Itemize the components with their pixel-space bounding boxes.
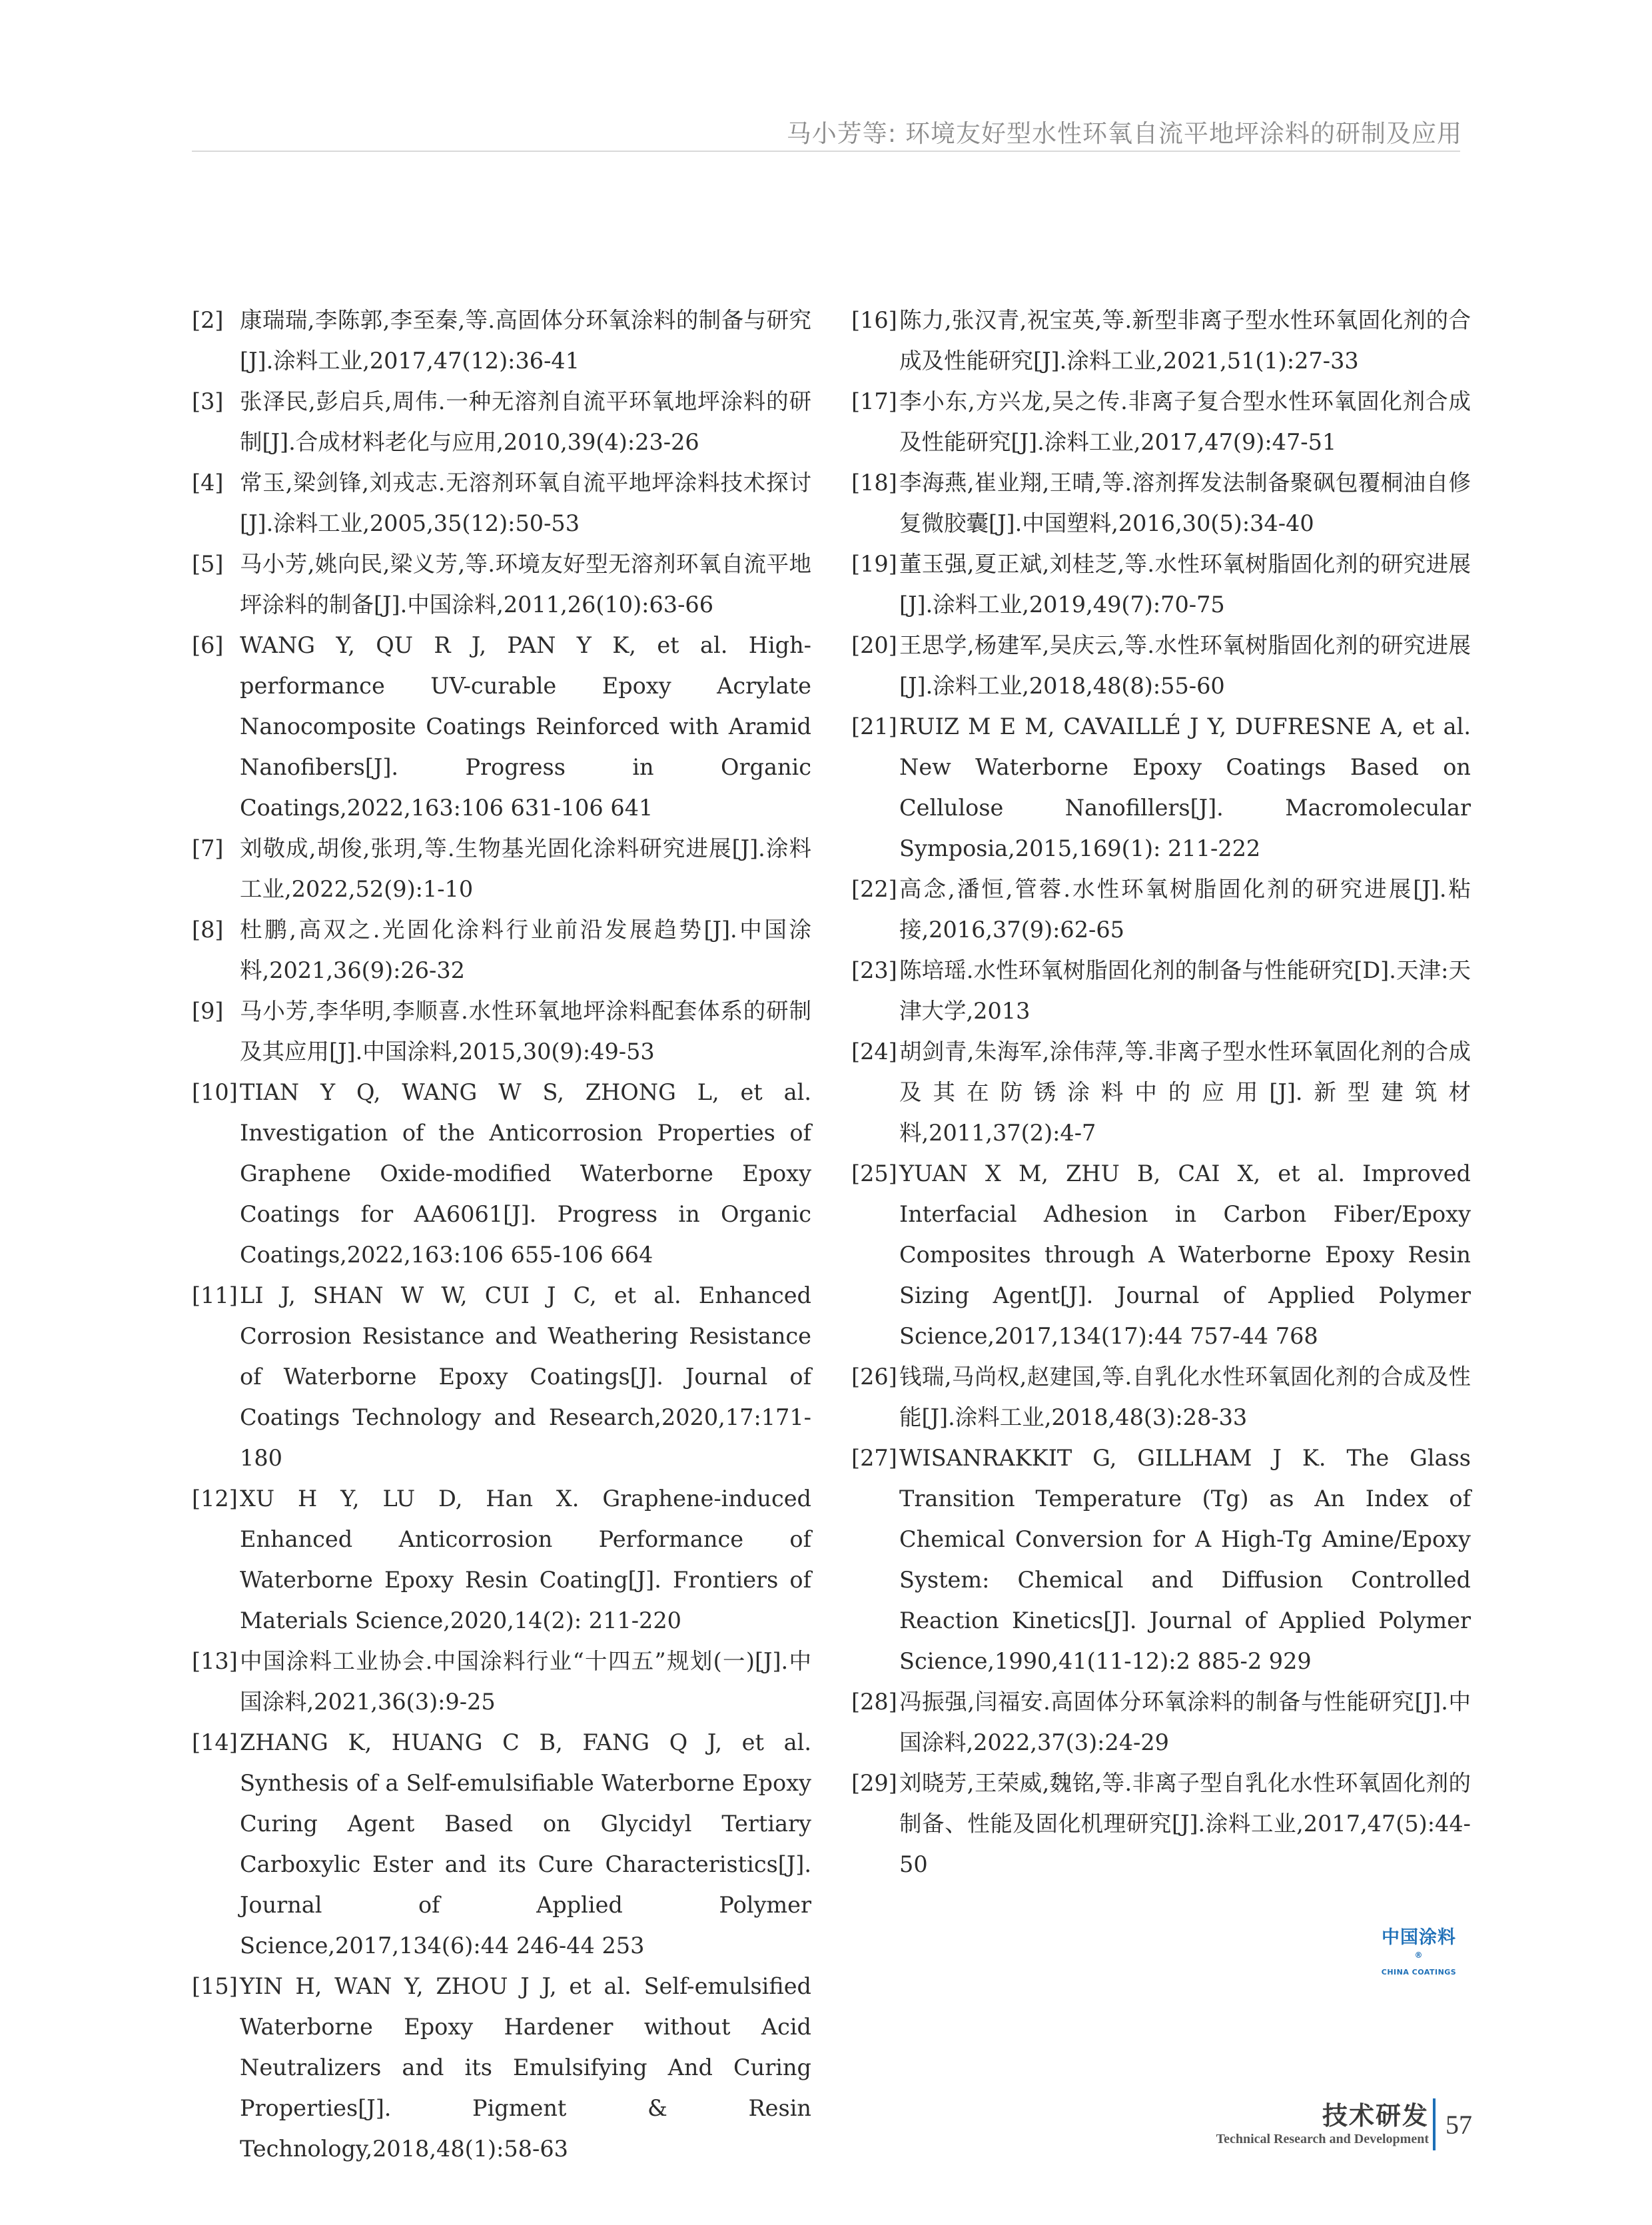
- reference-text: XU H Y, LU D, Han X. Graphene-induced Enhanced Anticorrosion Performance of Waterborne Epoxy Resin Coating[J]. Frontiers of Materials Science,2020,14(2): 211-220: [240, 1486, 811, 1633]
- footer-section-cn: 技术研发: [1322, 2101, 1429, 2130]
- running-header: 马小芳等: 环境友好型水性环氧自流平地坪涂料的研制及应用: [786, 119, 1462, 148]
- reference-text: 陈培瑶.水性环氧树脂固化剂的制备与性能研究[D].天津:天津大学,2013: [899, 957, 1471, 1024]
- reference-item: [851, 300, 1471, 381]
- reference-number: [25]: [851, 1160, 897, 1186]
- reference-text: 冯振强,闫福安.高固体分环氧涂料的制备与性能研究[J].中国涂料,2022,37(3):24-29: [899, 1689, 1471, 1755]
- reference-text: LI J, SHAN W W, CUI J C, et al. Enhanced Corrosion Resistance and Weathering Resistance of Waterborne Epoxy Coatings[J]. Journal of Coatings Technology and Research,2020,17:171-180: [240, 1282, 811, 1471]
- reference-item: [851, 1438, 1471, 1681]
- reference-number: [29]: [851, 1770, 897, 1796]
- reference-number: [23]: [851, 957, 897, 983]
- reference-text: 陈力,张汉青,祝宝英,等.新型非离子型水性环氧固化剂的合成及性能研究[J].涂料工业,2021,51(1):27-33: [899, 307, 1471, 374]
- page-number: 57: [1446, 2110, 1472, 2140]
- reference-text: YUAN X M, ZHU B, CAI X, et al. Improved Interfacial Adhesion in Carbon Fiber/Epoxy Composites through A Waterborne Epoxy Resin Sizing Agent[J]. Journal of Applied Polymer Science,2017,134(17):44 757-44 768: [899, 1160, 1471, 1349]
- reference-number: [13]: [192, 1648, 238, 1674]
- reference-number: [20]: [851, 632, 897, 658]
- reference-item: [851, 869, 1471, 950]
- references-right-column: [851, 300, 1471, 1885]
- reference-text: 马小芳,李华明,李顺喜.水性环氧地坪涂料配套体系的研制及其应用[J].中国涂料,2015,30(9):49-53: [240, 998, 811, 1065]
- reference-number: [24]: [851, 1039, 897, 1065]
- reference-item: [192, 828, 811, 909]
- reference-number: [26]: [851, 1364, 897, 1390]
- reference-text: TIAN Y Q, WANG W S, ZHONG L, et al. Investigation of the Anticorrosion Properties of Graphene Oxide-modified Waterborne Epoxy Coatings for AA6061[J]. Progress in Organic Coatings,2022,163:106 655-106 664: [240, 1079, 811, 1268]
- reference-item: [851, 1681, 1471, 1763]
- reference-text: 高念,潘恒,管蓉.水性环氧树脂固化剂的研究进展[J].粘接,2016,37(9):62-65: [899, 876, 1471, 943]
- reference-number: [5]: [192, 551, 224, 577]
- reference-item: [192, 544, 811, 625]
- reference-item: [192, 1722, 811, 1966]
- reference-text: 杜鹏,高双之.光固化涂料行业前沿发展趋势[J].中国涂料,2021,36(9):26-32: [240, 917, 811, 983]
- reference-number: [12]: [192, 1486, 238, 1512]
- reference-number: [19]: [851, 551, 897, 577]
- reference-item: [851, 381, 1471, 462]
- reference-item: [192, 1966, 811, 2169]
- reference-text: WANG Y, QU R J, PAN Y K, et al. High-performance UV-curable Epoxy Acrylate Nanocomposite Coatings Reinforced with Aramid Nanofibers[J]. Progress in Organic Coatings,2022,163:106 631-106 641: [240, 632, 811, 821]
- footer-section-en: Technical Research and Development: [1216, 2132, 1429, 2146]
- reference-text: 刘晓芳,王荣威,魏铭,等.非离子型自乳化水性环氧固化剂的制备、性能及固化机理研究[J].涂料工业,2017,47(5):44-50: [899, 1770, 1471, 1877]
- reference-text: 钱瑞,马尚权,赵建国,等.自乳化水性环氧固化剂的合成及性能[J].涂料工业,2018,48(3):28-33: [899, 1364, 1471, 1430]
- reference-number: [18]: [851, 470, 897, 496]
- reference-number: [17]: [851, 388, 897, 414]
- reference-item: [192, 1072, 811, 1275]
- reference-text: 马小芳,姚向民,梁义芳,等.环境友好型无溶剂环氧自流平地坪涂料的制备[J].中国涂料,2011,26(10):63-66: [240, 551, 811, 618]
- reference-item: [192, 909, 811, 991]
- reference-item: [851, 1763, 1471, 1885]
- reference-item: [192, 462, 811, 544]
- reference-number: [14]: [192, 1729, 238, 1755]
- reference-number: [16]: [851, 307, 897, 333]
- reference-text: 中国涂料工业协会.中国涂料行业“十四五”规划(一)[J].中国涂料,2021,36(3):9-25: [240, 1648, 811, 1715]
- reference-item: [192, 991, 811, 1072]
- reference-item: [192, 1641, 811, 1722]
- reference-number: [4]: [192, 470, 224, 496]
- reference-number: [7]: [192, 835, 224, 861]
- reference-item: [192, 625, 811, 828]
- references-left-column: [192, 300, 811, 2169]
- reference-text: 康瑞瑞,李陈郭,李至秦,等.高固体分环氧涂料的制备与研究[J].涂料工业,2017,47(12):36-41: [240, 307, 811, 374]
- reference-text: ZHANG K, HUANG C B, FANG Q J, et al. Synthesis of a Self-emulsifiable Waterborne Epoxy Curing Agent Based on Glycidyl Tertiary Carboxylic Ester and its Cure Characteristics[J]. Journal of Applied Polymer Science,2017,134(6):44 246-44 253: [240, 1729, 811, 1959]
- reference-number: [11]: [192, 1282, 238, 1308]
- reference-text: 李小东,方兴龙,吴之传.非离子复合型水性环氧固化剂合成及性能研究[J].涂料工业,2017,47(9):47-51: [899, 388, 1471, 455]
- reference-text: 常玉,梁剑锋,刘戎志.无溶剂环氧自流平地坪涂料技术探讨[J].涂料工业,2005,35(12):50-53: [240, 470, 811, 536]
- reference-text: YIN H, WAN Y, ZHOU J J, et al. Self-emulsified Waterborne Epoxy Hardener without Acid Neutralizers and its Emulsifying And Curing Properties[J]. Pigment & Resin Technology,2018,48(1):58-63: [240, 1973, 811, 2162]
- reference-number: [28]: [851, 1689, 897, 1715]
- reference-item: [192, 1478, 811, 1641]
- footer-section-label: [1216, 2095, 1429, 2147]
- reference-text: RUIZ M E M, CAVAILLÉ J Y, DUFRESNE A, et al. New Waterborne Epoxy Coatings Based on Cellulose Nanofillers[J]. Macromolecular Symposia,2015,169(1): 211-222: [899, 713, 1471, 861]
- reference-item: [851, 544, 1471, 625]
- header-divider: [192, 151, 1460, 152]
- reference-number: [3]: [192, 388, 224, 414]
- reference-item: [851, 1031, 1471, 1153]
- reference-text: 刘敬成,胡俊,张玥,等.生物基光固化涂料研究进展[J].涂料工业,2022,52(9):1-10: [240, 835, 811, 902]
- reference-text: 李海燕,崔业翔,王晴,等.溶剂挥发法制备聚砜包覆桐油自修复微胶囊[J].中国塑料,2016,30(5):34-40: [899, 470, 1471, 536]
- reference-number: [21]: [851, 713, 897, 739]
- reference-number: [8]: [192, 917, 224, 943]
- reference-number: [10]: [192, 1079, 238, 1105]
- reference-text: 王思学,杨建军,吴庆云,等.水性环氧树脂固化剂的研究进展[J].涂料工业,2018,48(8):55-60: [899, 632, 1471, 699]
- reference-number: [6]: [192, 632, 224, 658]
- logo-en-text: CHINA COATINGS: [1381, 1968, 1457, 1977]
- reference-item: [192, 1275, 811, 1478]
- reference-item: [192, 300, 811, 381]
- reference-item: [192, 381, 811, 462]
- reference-text: 胡剑青,朱海军,涂伟萍,等.非离子型水性环氧固化剂的合成及其在防锈涂料中的应用[J].新型建筑材料,2011,37(2):4-7: [899, 1039, 1471, 1146]
- reference-text: 张泽民,彭启兵,周伟.一种无溶剂自流平环氧地坪涂料的研制[J].合成材料老化与应用,2010,39(4):23-26: [240, 388, 811, 455]
- reference-number: [2]: [192, 307, 224, 333]
- reference-number: [9]: [192, 998, 224, 1024]
- reference-item: [851, 1356, 1471, 1438]
- reference-item: [851, 625, 1471, 706]
- reference-item: [851, 462, 1471, 544]
- reference-number: [27]: [851, 1445, 897, 1471]
- reference-text: WISANRAKKIT G, GILLHAM J K. The Glass Transition Temperature (Tg) as An Index of Chemical Conversion for A High-Tg Amine/Epoxy System: Chemical and Diffusion Controlled Reaction Kinetics[J]. Journal of Applied Polymer Science,1990,41(11-12):2 885-2 929: [899, 1445, 1471, 1674]
- logo-cn-text: 中国涂料®: [1382, 1927, 1456, 1960]
- footer-divider-bar: [1433, 2098, 1436, 2150]
- reference-item: [851, 950, 1471, 1031]
- reference-item: [851, 706, 1471, 869]
- china-coatings-logo: [1379, 1923, 1459, 1977]
- reference-text: 董玉强,夏正斌,刘桂芝,等.水性环氧树脂固化剂的研究进展[J].涂料工业,2019,49(7):70-75: [899, 551, 1471, 618]
- reference-item: [851, 1153, 1471, 1356]
- reference-number: [15]: [192, 1973, 238, 1999]
- reference-number: [22]: [851, 876, 897, 902]
